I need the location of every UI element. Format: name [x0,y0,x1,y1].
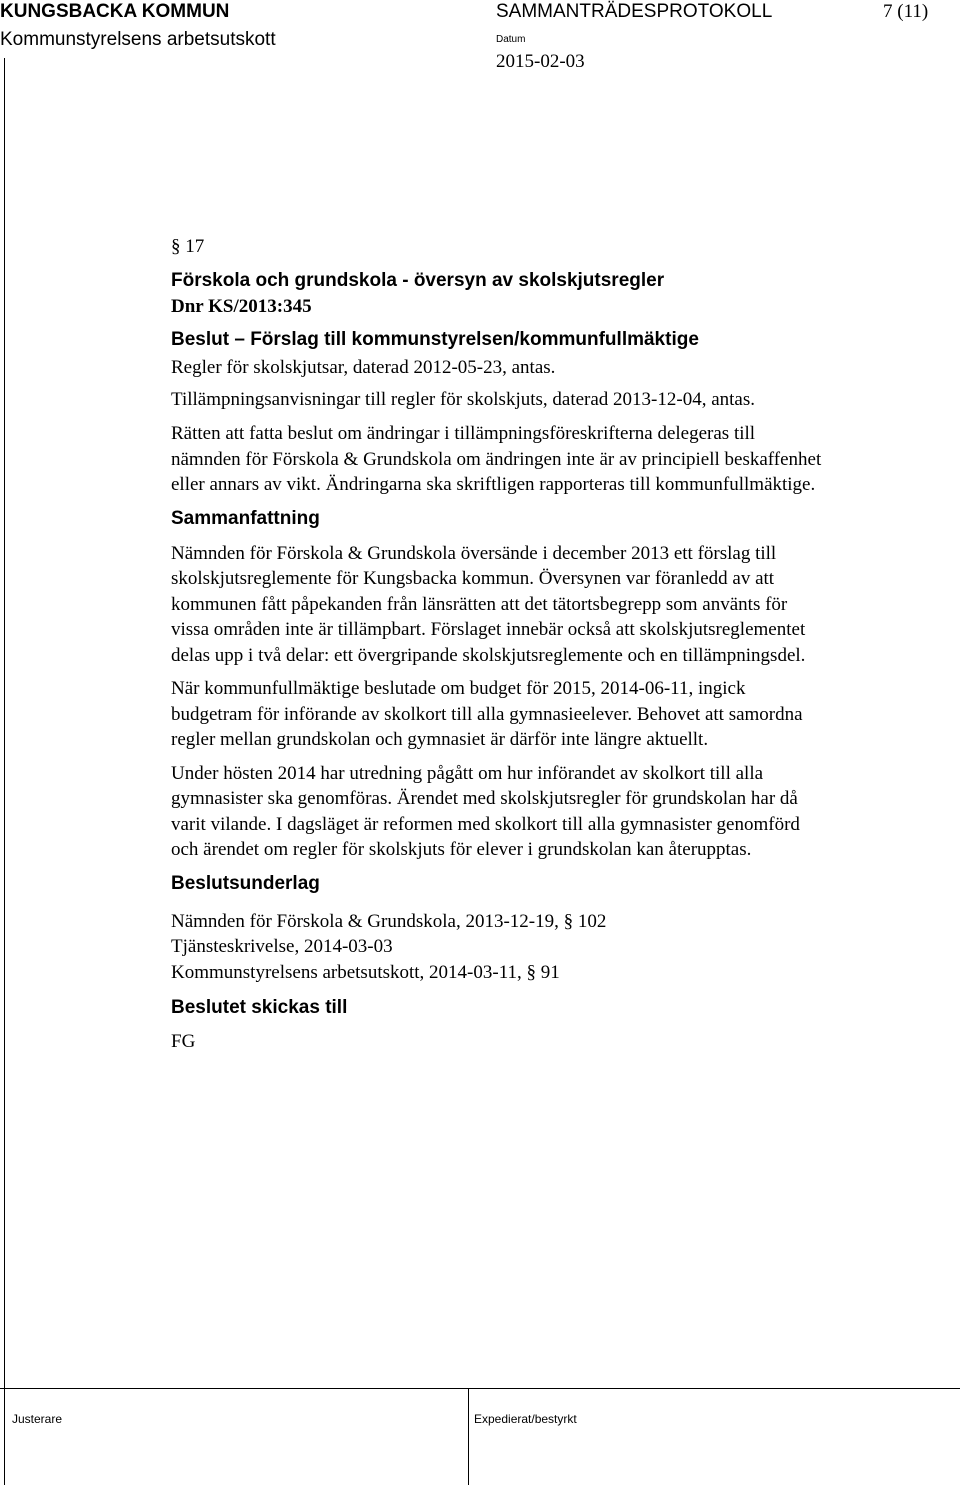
left-margin-rule [4,58,5,1388]
text-line: gymnasister ska genomföras. Ärendet med skolskjutsregler för grundskolan har då [171,788,798,809]
text-line: vissa områden inte är tillämpbart. Förslaget innebär också att skolskjutsreglementet [171,619,806,640]
text-line: nämnden för Förskola & Grundskola om ändringen inte är av principiell beskaffenhet [171,448,822,470]
delegation-paragraph [171,421,931,498]
sent-to-heading: Beslutet skickas till [171,997,348,1018]
footer-divider [468,1388,469,1485]
summary-paragraph-3 [171,761,931,863]
protocol-item [171,234,931,1055]
text-line: eller annars av vikt. Ändringarna ska skriftligen rapporteras till kommunfullmäktige. [171,474,816,495]
basis-item: Tjänsteskrivelse, 2014-03-03 [171,936,393,957]
basis-heading: Beslutsunderlag [171,872,320,894]
text-line: När kommunfullmäktige beslutade om budget för 2015, 2014-06-11, ingick [171,678,746,699]
footer-left-border [4,1388,5,1485]
text-line: Under hösten 2014 har utredning pågått om hur införandet av skolkort till alla [171,762,764,784]
text-line: Nämnden för Förskola & Grundskola översände i december 2013 ett förslag till [171,542,777,564]
text-line: Rätten att fatta beslut om ändringar i tillämpningsföreskrifterna delegeras till [171,423,756,444]
text-line: skolskjutsreglemente för Kungsbacka kommun. Översynen var föranledd av att [171,568,775,589]
footer-rule [0,1388,960,1389]
committee-name: Kommunstyrelsens arbetsutskott [0,29,276,50]
item-title: Förskola och grundskola - översyn av skolskjutsregler [171,270,665,291]
sent-to-recipient: FG [171,1031,196,1052]
expedierat-label: Expedierat/bestyrkt [474,1412,577,1426]
text-line: kommunen fått påpekanden från länsrätten att det tätortsbegrepp som använts för [171,593,788,615]
summary-paragraph-1 [171,541,931,669]
document-type: SAMMANTRÄDESPROTOKOLL [496,1,773,22]
decision-heading: Beslut – Förslag till kommunstyrelsen/kommunfullmäktige [171,329,699,350]
justerare-label: Justerare [12,1412,63,1426]
summary-paragraph-2 [171,676,931,753]
summary-heading: Sammanfattning [171,507,320,529]
text-line: delas upp i två delar: ett övergripande skolskjutsreglemente och en tillämpningsdel. [171,644,806,666]
paragraph-number: § 17 [171,236,205,257]
decision-line: Regler för skolskjutsar, daterad 2012-05-23, antas. [171,357,556,378]
date-label: Datum [496,34,526,45]
meeting-date: 2015-02-03 [496,51,585,72]
basis-item: Kommunstyrelsens arbetsutskott, 2014-03-11, § 91 [171,961,560,983]
page-number: 7 (11) [883,1,929,22]
text-line: regler mellan grundskolan och gymnasiet är därför inte längre aktuellt. [171,729,709,750]
text-line: varit vilande. I dagsläget är reformen med skolkort till alla gymnasister genomförd [171,813,800,835]
decision-line: Tillämpningsanvisningar till regler för skolskjuts, daterad 2013-12-04, antas. [171,389,755,410]
organization-name: KUNGSBACKA KOMMUN [0,1,230,22]
diary-number: Dnr KS/2013:345 [171,296,312,317]
basis-item: Nämnden för Förskola & Grundskola, 2013-12-19, § 102 [171,910,607,932]
text-line: och ärendet om regler för skolskjuts för elever i grundskolan kan återupptas. [171,839,752,860]
text-line: budgetram för införande av skolkort till alla gymnasieelever. Behovet att samordna [171,703,803,725]
basis-list [171,909,931,986]
